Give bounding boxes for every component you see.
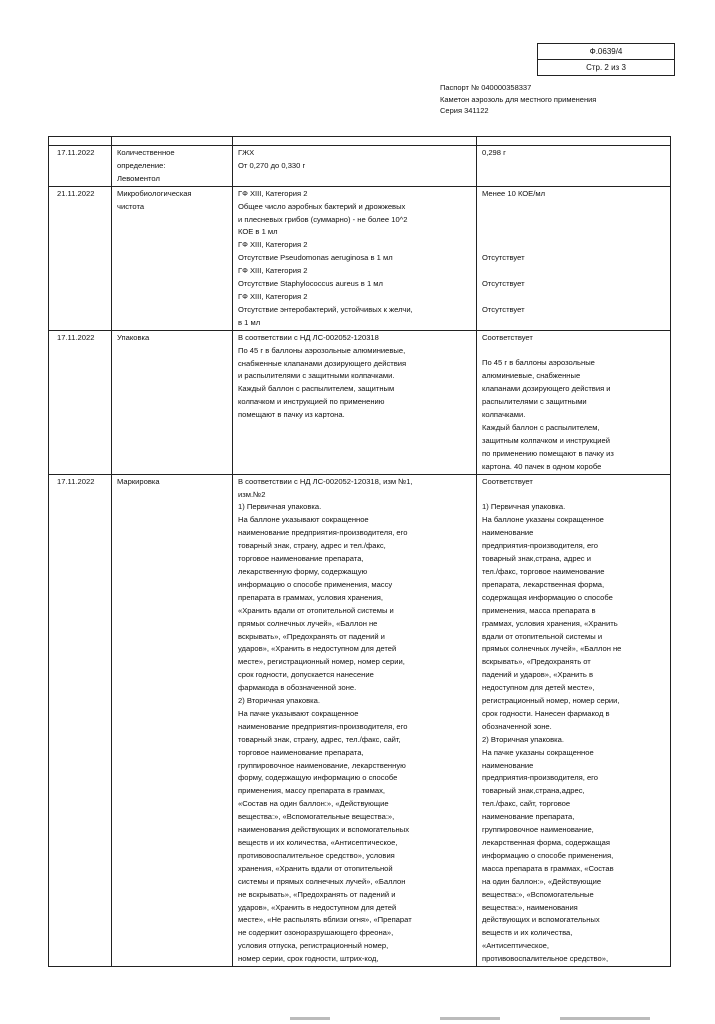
specification-line: месте», регистрационный номер, номер серии, [238, 657, 405, 667]
result-line: лекарственная форма, содержащая [482, 838, 610, 847]
specification-line: снабженные клапанами дозирующего действия [238, 358, 407, 368]
specification-line: ГЖХ [238, 148, 255, 157]
test-name-cell [112, 146, 233, 187]
specification-line: ГФ XIII, Категория 2 [238, 188, 308, 198]
specification-line: 2) Вторичная упаковка. [238, 696, 320, 706]
specification-line: ударов», «Хранить в недоступном для детей [238, 902, 397, 912]
table-row [49, 330, 671, 474]
document-header [440, 82, 596, 117]
specification-line: Отсутствие энтеробактерий, устойчивых к желчи, [238, 304, 413, 314]
specification-line: изм.№2 [238, 489, 266, 499]
page-number: Стр. 2 из 3 [538, 59, 674, 75]
result-line: предприятия-производителя, его [482, 773, 599, 783]
result-line: наименование [482, 528, 534, 538]
specification-line: 1) Первичная упаковка. [238, 502, 322, 512]
result-line: Менее 10 КОЕ/мл [482, 188, 546, 198]
result-line: падений и ударов», «Хранить в [482, 670, 593, 680]
test-name-line: Упаковка [117, 332, 150, 342]
form-code: Ф.0639/4 [589, 47, 623, 56]
specification-cell [233, 146, 477, 187]
specification-line: в 1 мл [238, 317, 261, 327]
specification-cell [233, 330, 477, 474]
result-line: содержащая информацию о способе [482, 592, 613, 602]
specification-line: лекарственную форму, содержащую [238, 566, 368, 576]
result-line: действующих и вспомогательных [482, 915, 600, 925]
specification-line: наименование предприятия-производителя, его [238, 721, 408, 731]
table-row [49, 146, 671, 187]
form-code-box [537, 43, 675, 76]
result-cell [477, 146, 671, 187]
result-line: алюминиевые, снабженные [482, 371, 581, 381]
test-name-line: Маркировка [117, 476, 160, 486]
specification-line: товарный знак, страну, адрес, тел./факс, сайт, [238, 734, 401, 744]
line-spacer [482, 226, 665, 239]
test-name-cell [112, 186, 233, 330]
specification-line: ударов», «Хранить в недоступном для детей [238, 644, 397, 654]
specification-line: вскрывать», «Предохранять от падений и [238, 631, 385, 641]
result-cell [477, 474, 671, 966]
result-line: предприятия-производителя, его [482, 541, 599, 551]
specification-line: веществ и их количества, «Антисептическое, [238, 838, 398, 848]
specification-cell [233, 186, 477, 330]
specification-line: хранения, «Хранить вдали от отопительной [238, 863, 393, 873]
result-line: Соответствует [482, 476, 533, 486]
test-name-cell [112, 474, 233, 966]
line-spacer [482, 345, 665, 358]
specification-line: номер серии, срок годности, штрих-код, [238, 954, 379, 964]
result-line: 2) Вторичная упаковка. [482, 734, 564, 744]
test-date: 17.11.2022 [57, 332, 95, 342]
result-line: колпачками. [482, 410, 526, 420]
specification-line: системы и прямых солнечных лучей», «Баллон [238, 876, 406, 886]
result-line: препарата, лекарственная форма, [482, 579, 605, 589]
specification-line: и плесневых грибов (суммарно) - не более 10^2 [238, 214, 408, 224]
specification-line: наименования действующих и вспомогательных [238, 825, 410, 835]
result-line: веществ и их количества, [482, 928, 573, 938]
specification-line: вещества:», «Вспомогательные вещества:», [238, 812, 395, 822]
line-spacer [482, 489, 665, 502]
specification-line: В соответствии с НД ЛС-002052-120318, изм №1, [238, 476, 413, 486]
result-line: срок годности. Нанесен фармакод в [482, 708, 610, 718]
test-name-line: определение: [117, 160, 166, 170]
result-line: тел./факс, сайт, торговое [482, 799, 571, 809]
specification-line: торговое наименование препарата, [238, 747, 364, 757]
specification-line: ГФ XIII, Категория 2 [238, 291, 308, 301]
test-date-cell [49, 146, 112, 187]
specification-cell [233, 474, 477, 966]
line-spacer [482, 265, 665, 278]
passport-number: Паспорт № 040000358337 [440, 83, 532, 92]
result-line: товарный знак,страна,адрес, [482, 786, 585, 796]
result-line: защитным колпачком и инструкцией [482, 435, 611, 445]
specification-line: группировочное наименование, лекарственную [238, 760, 406, 770]
test-name-line: чистота [117, 201, 145, 211]
result-line: товарный знак,страна, адрес и [482, 554, 591, 564]
result-line: распылителями с защитными [482, 397, 587, 407]
specification-line: торговое наименование препарата, [238, 554, 364, 564]
specification-line: применения, массу препарата в граммах, [238, 786, 385, 796]
result-line: наименование [482, 760, 534, 770]
specification-line: ГФ XIII, Категория 2 [238, 240, 308, 250]
specification-line: «Хранить вдали от отопительной системы и [238, 605, 394, 615]
specification-line: товарный знак, страну, адрес и тел./факс, [238, 541, 386, 551]
specification-line: и распылителями с защитными колпачками. [238, 371, 395, 381]
result-line: Соответствует [482, 332, 533, 342]
result-line: По 45 г в баллоны аэрозольные [482, 358, 595, 368]
specification-line: помещают в пачку из картона. [238, 410, 345, 420]
specification-line: На пачке указывают сокращенное [238, 708, 359, 718]
test-date: 17.11.2022 [57, 148, 95, 157]
specification-line: КОЕ в 1 мл [238, 227, 278, 237]
test-date-cell [49, 186, 112, 330]
result-line: На пачке указаны сокращенное [482, 747, 594, 757]
test-name-cell [112, 330, 233, 474]
test-name-line: Микробиологическая [117, 188, 192, 198]
specification-line: Общее число аэробных бактерий и дрожжевых [238, 201, 406, 211]
specification-line: срок годности, допускается нанесение [238, 670, 374, 680]
specification-line: условия отпуска, регистрационный номер, [238, 941, 389, 951]
line-spacer [482, 201, 665, 214]
specification-line: наименование предприятия-производителя, его [238, 528, 408, 538]
specification-line: ГФ XIII, Категория 2 [238, 266, 308, 276]
specification-line: препарата в граммах, условия хранения, [238, 592, 384, 602]
test-results-table [48, 136, 671, 967]
series-number: Серия 341122 [440, 106, 489, 115]
test-date: 17.11.2022 [57, 476, 95, 486]
specification-line: форму, содержащую информацию о способе [238, 773, 398, 783]
result-line: картона. 40 пачек в одном коробе [482, 461, 602, 471]
result-line: противовоспалительное средство», [482, 954, 609, 964]
result-line: Отсутствует [482, 278, 525, 288]
result-line: обозначенной зоне. [482, 721, 552, 731]
result-line: На баллоне указаны сокращенное [482, 515, 604, 525]
specification-line: противовоспалительное средство», условия [238, 850, 395, 860]
test-name-line: Количественное [117, 148, 175, 157]
result-line: по применению помещают в пачку из [482, 448, 614, 458]
result-line: регистрационный номер, номер серии, [482, 696, 620, 706]
specification-line: Отсутствие Staphylococcus aureus в 1 мл [238, 279, 383, 289]
specification-line: От 0,270 до 0,330 г [238, 160, 306, 170]
product-name: Каметон аэрозоль для местного применения [440, 94, 597, 104]
result-line: вещества:», наименования [482, 902, 578, 912]
result-line: наименование препарата, [482, 812, 575, 822]
specification-line: Каждый баллон с распылителем, защитным [238, 384, 395, 394]
result-line: масса препарата в граммах, «Состав [482, 863, 614, 873]
specification-line: На баллоне указывают сокращенное [238, 515, 369, 525]
cut-off-text-mark [290, 1017, 330, 1020]
result-cell [477, 186, 671, 330]
specification-line: В соответствии с НД ЛС-002052-120318 [238, 332, 379, 342]
result-cell [477, 330, 671, 474]
specification-line: Отсутствие Pseudomonas aeruginosa в 1 мл [238, 253, 393, 263]
specification-line: месте», «Не распылять вблизи огня», «Препарат [238, 915, 412, 925]
table-row [49, 186, 671, 330]
result-line: информацию о способе применения, [482, 850, 614, 860]
result-line: вещества:», «Вспомогательные [482, 889, 594, 899]
result-line: Каждый баллон с распылителем, [482, 423, 600, 433]
test-date-cell [49, 474, 112, 966]
result-line: 1) Первичная упаковка. [482, 502, 566, 512]
result-line: клапанами дозирующего действия и [482, 384, 611, 394]
result-line: 0,298 г [482, 148, 506, 157]
result-line: тел./факс, торговое наименование [482, 566, 605, 576]
test-date-cell [49, 330, 112, 474]
result-line: Отсутствует [482, 304, 525, 314]
line-spacer [482, 214, 665, 227]
result-line: Отсутствует [482, 253, 525, 263]
result-line: «Антисептическое, [482, 941, 549, 951]
specification-line: «Состав на один баллон:», «Действующие [238, 799, 389, 809]
test-name-line: Левоментол [117, 173, 160, 183]
specification-line: фармакода в обозначенной зоне. [238, 683, 357, 693]
specification-line: колпачком и инструкцией по применению [238, 397, 385, 407]
line-spacer [482, 239, 665, 252]
result-line: вскрывать», «Предохранять от [482, 657, 591, 667]
specification-line: прямых солнечных лучей», «Баллон не [238, 618, 378, 628]
table-header-spacer [49, 137, 671, 146]
result-line: на один баллон:», «Действующие [482, 876, 602, 886]
cut-off-text-mark [440, 1017, 500, 1020]
line-spacer [482, 291, 665, 304]
specification-line: не содержит озоноразрушающего фреона», [238, 928, 394, 938]
table-row [49, 474, 671, 966]
result-line: недоступном для детей месте», [482, 683, 595, 693]
specification-line: информацию о способе применения, массу [238, 579, 393, 589]
specification-line: не вскрывать», «Предохранять от падений и [238, 889, 396, 899]
result-line: прямых солнечных лучей», «Баллон не [482, 644, 622, 654]
result-line: вдали от отопительной системы и [482, 631, 603, 641]
result-line: применения, масса препарата в [482, 605, 596, 615]
test-date: 21.11.2022 [57, 188, 95, 198]
cut-off-text-mark [560, 1017, 650, 1020]
specification-line: По 45 г в баллоны аэрозольные алюминиевые, [238, 345, 406, 355]
result-line: граммах, условия хранения, «Хранить [482, 618, 618, 628]
result-line: группировочное наименование, [482, 825, 594, 835]
